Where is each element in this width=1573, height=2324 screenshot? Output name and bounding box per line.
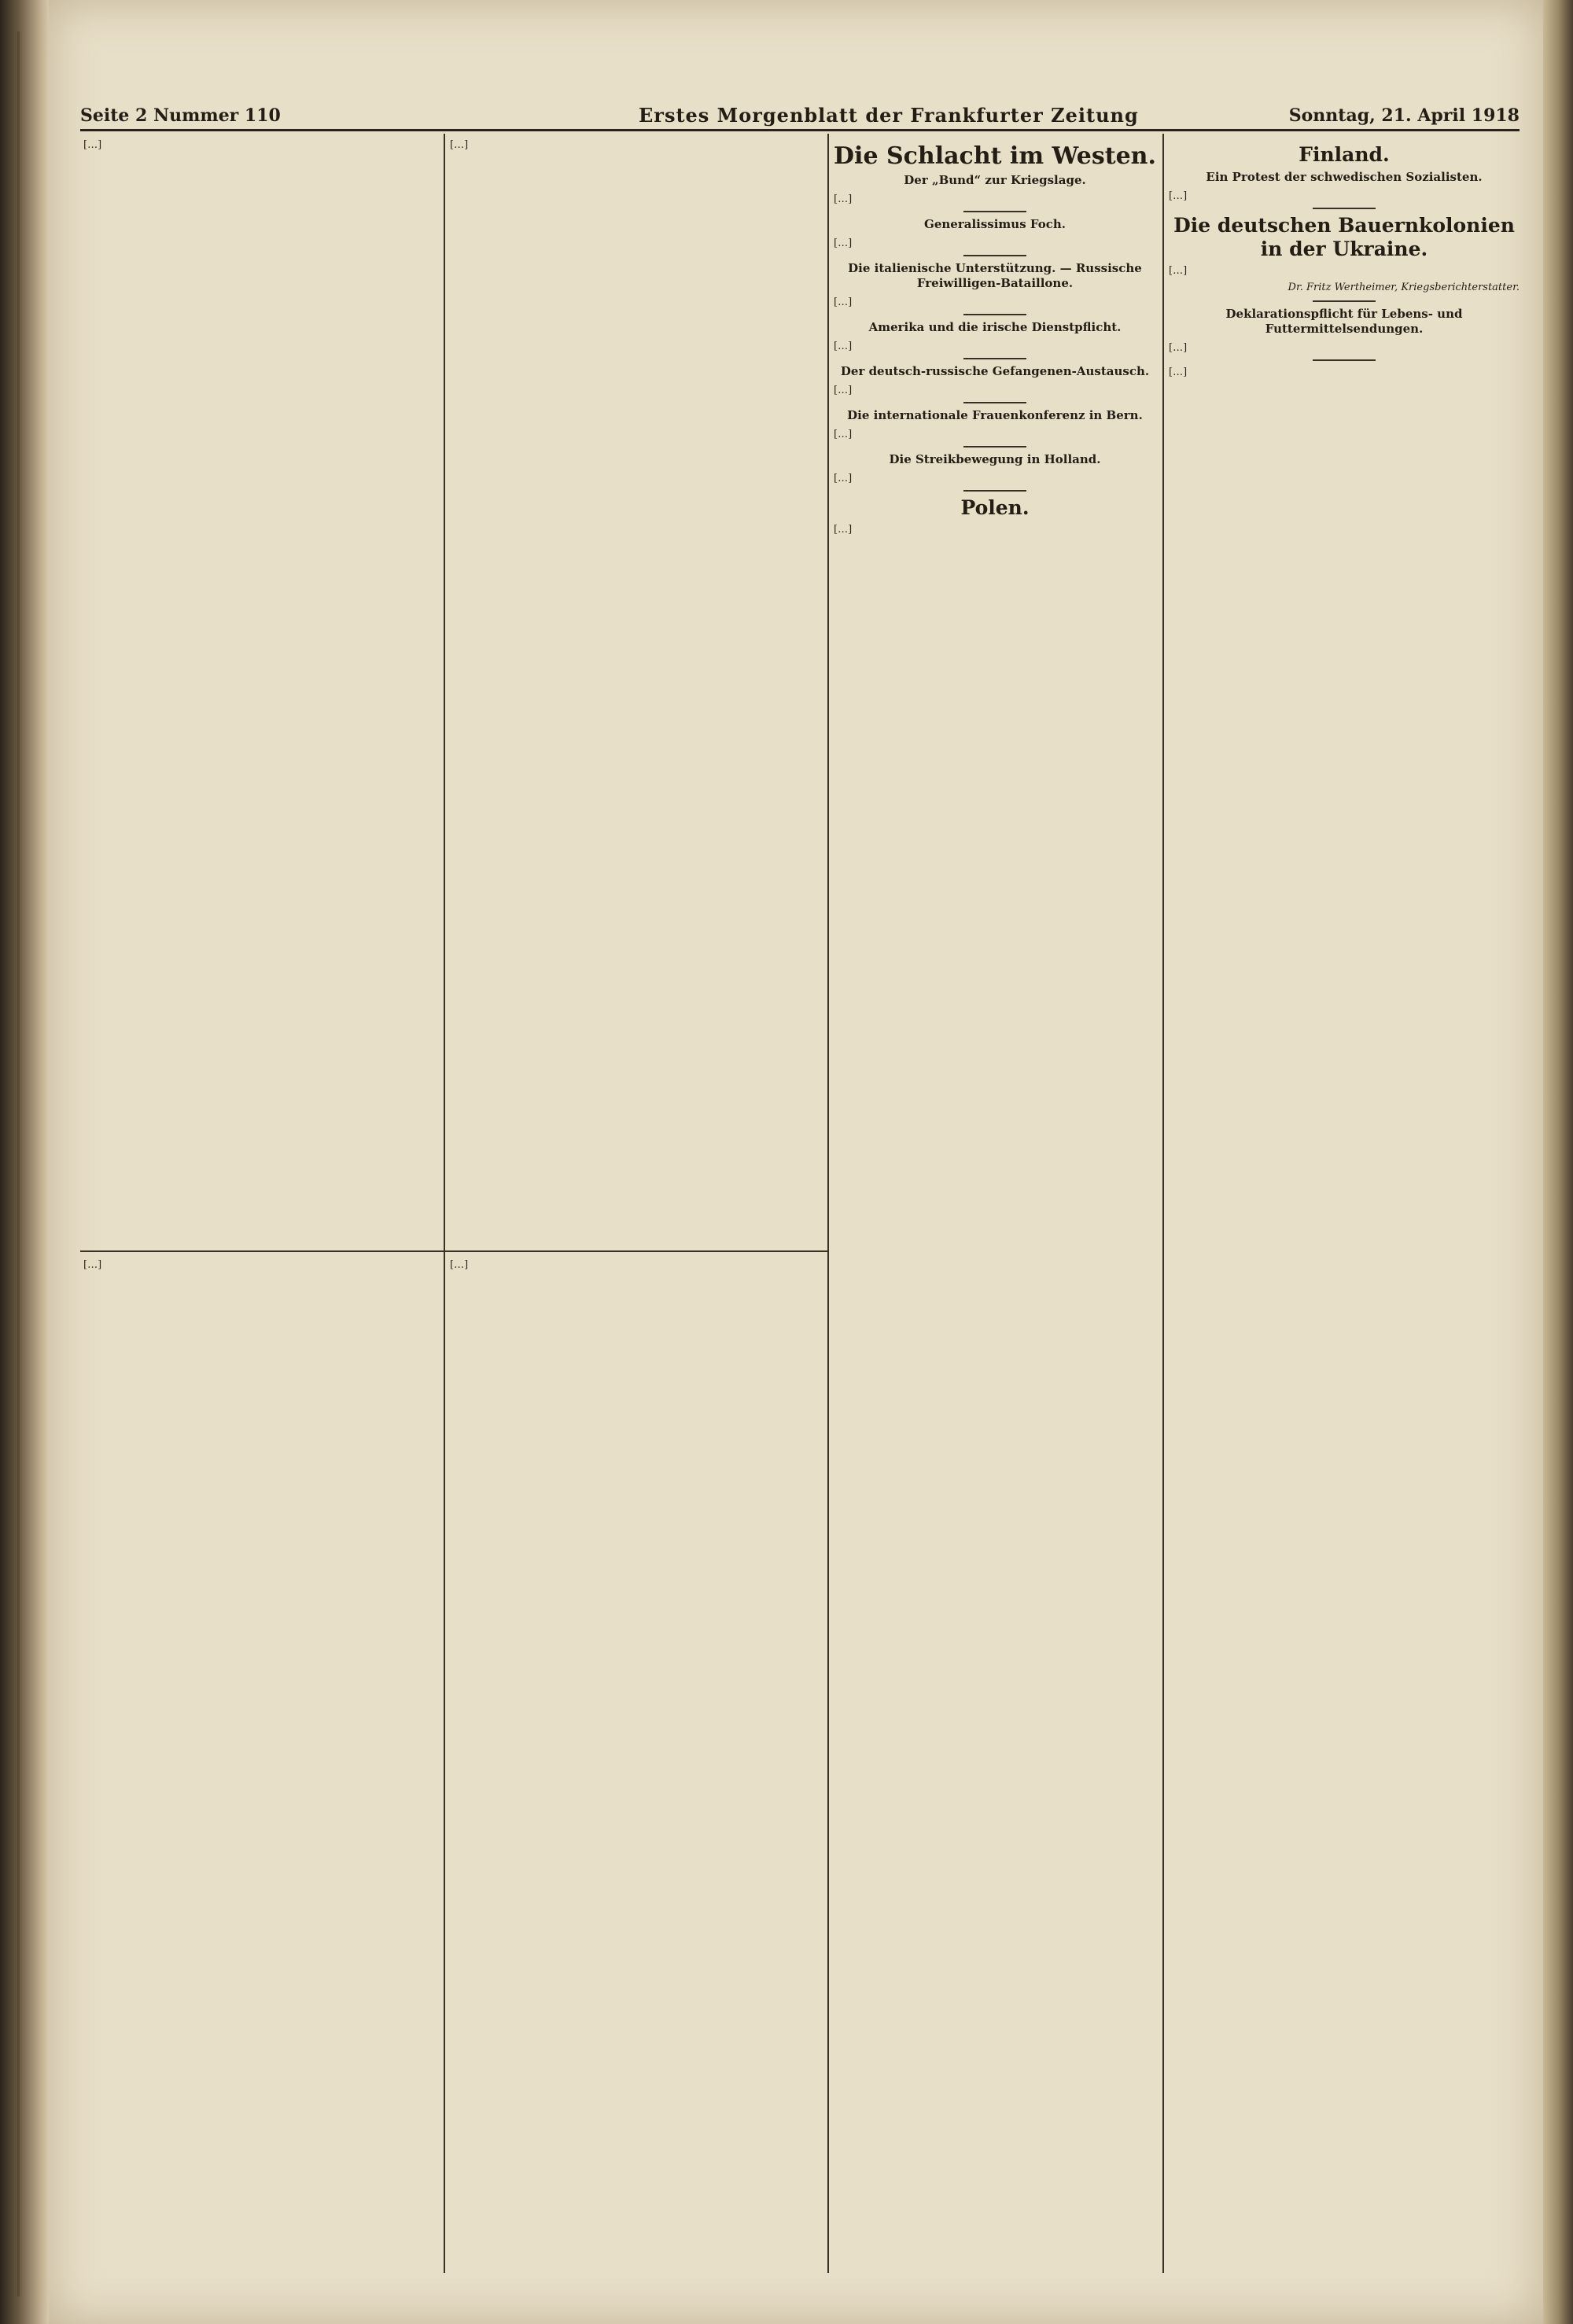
feuilleton-text: […] [450,1259,469,1271]
section-rule [1313,300,1376,302]
article-text: […] [1169,190,1188,202]
article-text: […] [1169,265,1188,277]
article-text: […] [834,238,853,249]
article-text: […] [1169,342,1188,354]
column-divider [827,134,829,2273]
issue-date: Sonntag, 21. April 1918 [1288,105,1520,126]
subheadline: Ein Protest der schwedischen Sozialisten. [1206,170,1483,184]
section-rule [963,211,1026,212]
news-column-4 [1169,138,1520,2278]
headline-foch: Generalissimus Foch. [924,217,1066,231]
article-text: […] [834,193,853,205]
headline-prisoner-exchange: Der deutsch-russische Gefangenen-Austausch. [840,364,1150,378]
masthead: Erstes Morgenblatt der Frankfurter Zeitung [639,104,1139,127]
feuilleton-divider [80,1250,827,1252]
section-rule [963,358,1026,359]
article-text: […] [83,139,102,151]
page-header [80,101,1520,132]
newspaper-page [49,0,1543,2324]
article-column-2 [450,138,821,1244]
headline-america-ireland: Amerika und die irische Dienstpflicht. [868,320,1122,334]
book-spine [0,0,49,2324]
article-text: […] [1169,366,1188,378]
section-rule [963,446,1026,447]
feuilleton-column-2 [450,1258,821,2281]
headline-poland: Polen. [960,496,1030,519]
feuilleton-column-1 [83,1258,437,2281]
article-text: […] [834,473,853,484]
article-text: […] [834,385,853,396]
section-rule [1313,208,1376,209]
section-rule [963,490,1026,492]
column-divider [1162,134,1164,2273]
article-text: […] [834,429,853,440]
section-rule [1313,359,1376,361]
article-text: […] [834,524,853,536]
news-column-3 [834,138,1156,2278]
article-text: […] [834,341,853,352]
article-text: […] [834,296,853,308]
section-rule [963,402,1026,403]
column-divider [444,134,445,2273]
byline: Dr. Fritz Wertheimer, Kriegsberichterstatter. [1288,282,1520,293]
subheadline: Der „Bund“ zur Kriegslage. [904,173,1086,187]
headline-finland: Finland. [1299,143,1390,166]
headline-western-battle: Die Schlacht im Westen. [834,142,1156,170]
headline-italian-support: Die italienische Unterstützung. — Russische Freiwilligen-Bataillone. [848,261,1142,290]
feuilleton-text: […] [83,1259,102,1271]
article-text: […] [450,139,469,151]
section-rule [963,314,1026,315]
page-number: Seite 2 Nummer 110 [80,105,281,126]
headline-womens-conference: Die internationale Frauenkonferenz in Bern. [847,408,1143,422]
headline-ukraine-colonies: Die deutschen Bauernkolonien in der Ukraine. [1173,214,1515,260]
section-rule [963,255,1026,256]
article-column-1 [83,138,437,1244]
header-rule [80,129,1520,131]
headline-declaration-duty: Deklarationspflicht für Lebens- und Futtermittelsendungen. [1225,307,1463,336]
headline-holland-strike: Die Streikbewegung in Holland. [889,452,1101,466]
spine-binding [17,31,20,2296]
next-page-edge [1543,0,1573,2324]
